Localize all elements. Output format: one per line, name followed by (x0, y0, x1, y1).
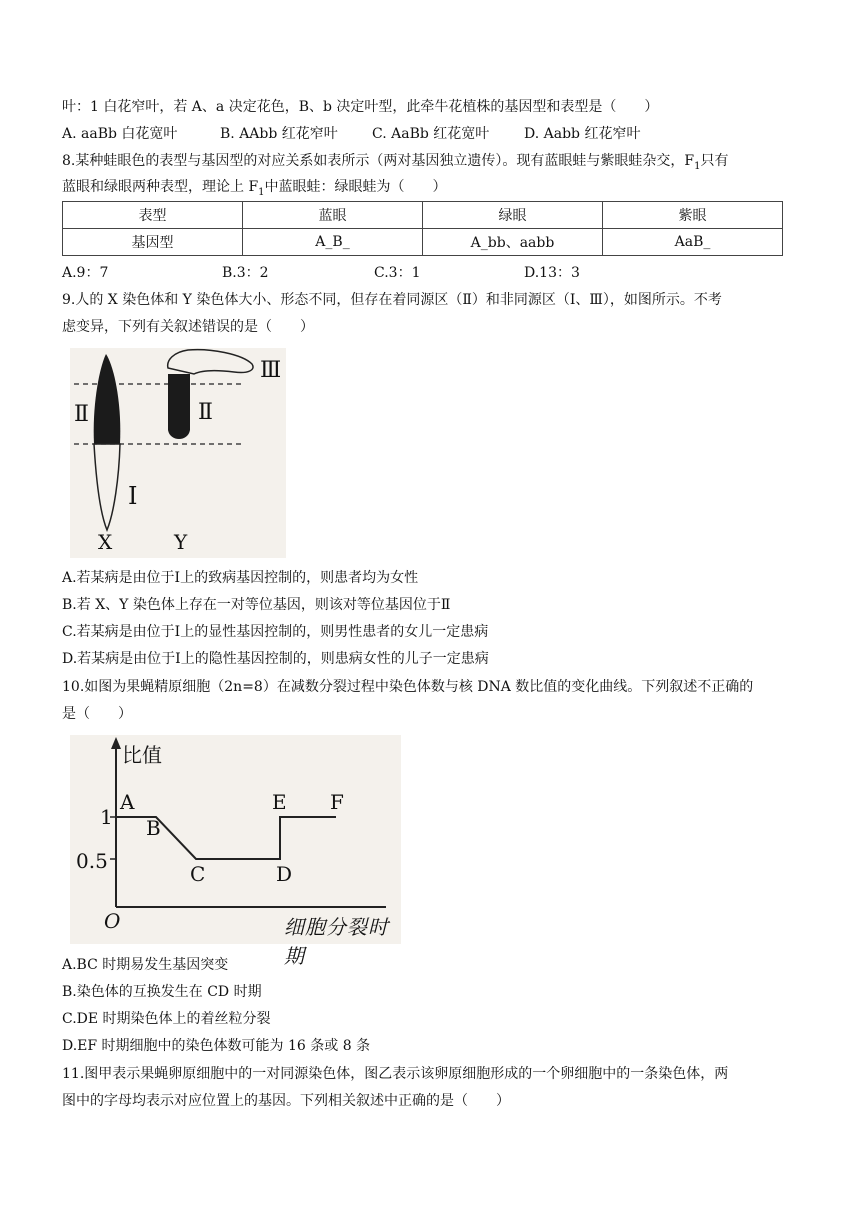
q9-option-a[interactable]: A.若某病是由位于Ⅰ上的致病基因控制的，则患者均为女性 (62, 570, 419, 586)
q10-option-b[interactable]: B.染色体的互换发生在 CD 时期 (62, 984, 262, 1000)
q7-options (62, 124, 822, 144)
q9-stem-line1: 9.人的 X 染色体和 Y 染色体大小、形态不同，但存在着同源区（Ⅱ）和非同源区（Ⅰ、Ⅲ），如图所示。不考 (62, 292, 722, 308)
q10-stem-line2: 是（ ） (62, 706, 132, 722)
q9-option-b[interactable]: B.若 X、Y 染色体上存在一对等位基因，则该对等位基因位于Ⅱ (62, 597, 451, 613)
label-y: Y (174, 530, 188, 554)
label-ii-right: Ⅱ (198, 400, 213, 425)
xy-chromosome-figure (70, 348, 286, 558)
q10-option-d[interactable]: D.EF 时期细胞中的染色体数可能为 16 条或 8 条 (62, 1038, 371, 1054)
q8-stem-line1: 8.某种蛙眼色的表型与基因型的对应关系如表所示（两对基因独立遗传）。现有蓝眼蛙与紫眼蛙杂交，$F_1$只有 (62, 153, 729, 172)
q7-option-a[interactable]: A. aaBb 白花宽叶 (62, 126, 178, 142)
table-cell: AaB_ (603, 229, 783, 256)
point-label-a: A (120, 790, 135, 814)
q9-stem-line2: 虑变异，下列有关叙述错误的是（ ） (62, 319, 314, 335)
tick-label-05: 0.5 (76, 849, 108, 873)
q9-option-c[interactable]: C.若某病是由位于Ⅰ上的显性基因控制的，则男性患者的女儿一定患病 (62, 624, 489, 640)
q9-option-d[interactable]: D.若某病是由位于Ⅰ上的隐性基因控制的，则患病女性的儿子一定患病 (62, 651, 489, 667)
table-cell: 紫眼 (603, 202, 783, 229)
q8-option-d[interactable]: D.13：3 (524, 265, 580, 281)
y-nonhomologous-region (168, 350, 253, 374)
chart-xlabel: 细胞分裂时期 (284, 915, 389, 968)
genotype-table (62, 201, 783, 256)
chart-origin: O (104, 909, 121, 933)
y-axis-arrow (111, 737, 121, 749)
x-homologous-region (94, 354, 121, 444)
xy-chromosome-diagram (70, 348, 286, 558)
table-cell: 绿眼 (423, 202, 603, 229)
q7-option-b[interactable]: B. AAbb 红花窄叶 (220, 126, 338, 142)
q11-stem-line1: 11.图甲表示果蝇卵原细胞中的一对同源染色体，图乙表示该卵原细胞形成的一个卵细胞中的一条染色体，两 (62, 1066, 729, 1082)
point-label-e: E (272, 790, 287, 814)
q7-stem-tail: 叶：1 白花窄叶，若 A、a 决定花色，B、b 决定叶型，此牵牛花植株的基因型和表型是（ ） (62, 99, 659, 115)
table-cell: A_B_ (243, 229, 423, 256)
y-homologous-region (168, 374, 190, 439)
label-x: X (98, 530, 113, 554)
q11-stem-line2: 图中的字母均表示对应位置上的基因。下列相关叙述中正确的是（ ） (62, 1093, 510, 1109)
point-label-f: F (330, 790, 344, 814)
point-label-d: D (276, 862, 293, 886)
table-row-header (63, 202, 783, 229)
x-nonhomologous-region (94, 444, 120, 530)
q8-option-b[interactable]: B.3：2 (222, 265, 269, 281)
label-i: Ⅰ (128, 482, 138, 510)
tick-label-1: 1 (100, 805, 113, 829)
table-cell: 蓝眼 (243, 202, 423, 229)
point-label-b: B (146, 816, 161, 840)
q8-option-c[interactable]: C.3：1 (374, 265, 421, 281)
table-cell: 基因型 (63, 229, 243, 256)
q8-stem-line2: 蓝眼和绿眼两种表型，理论上 $F_1$中蓝眼蛙：绿眼蛙为（ ） (62, 179, 447, 198)
q10-option-c[interactable]: C.DE 时期染色体上的着丝粒分裂 (62, 1011, 271, 1027)
point-label-c: C (190, 862, 206, 886)
table-cell: A_bb、aabb (423, 229, 603, 256)
q7-option-c[interactable]: C. AaBb 红花宽叶 (372, 126, 490, 142)
label-ii-left: Ⅱ (74, 402, 89, 427)
chart-ylabel: 比值 (122, 743, 162, 767)
table-cell: 表型 (63, 202, 243, 229)
q8-options (62, 263, 822, 283)
table-row (63, 229, 783, 256)
label-iii: Ⅲ (260, 358, 282, 383)
q8-option-a[interactable]: A.9：7 (62, 265, 109, 281)
q10-stem-line1: 10.如图为果蝇精原细胞（2n=8）在减数分裂过程中染色体数与核 DNA 数比值的变化曲线。下列叙述不正确的 (62, 679, 754, 695)
q7-option-d[interactable]: D. Aabb 红花窄叶 (524, 126, 641, 142)
q10-option-a[interactable]: A.BC 时期易发生基因突变 (62, 957, 229, 973)
